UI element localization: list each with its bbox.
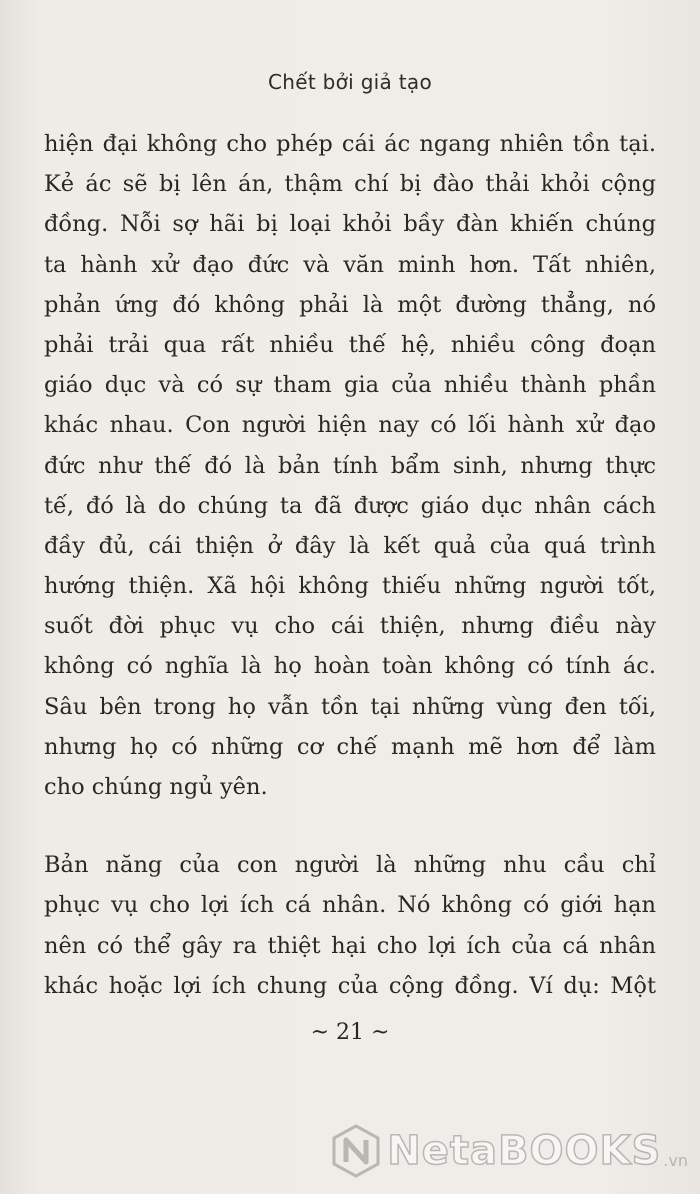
watermark-brand: NetaBOOKS: [387, 1128, 662, 1174]
text-line: giáo dục và có sự tham gia của nhiều thành phần: [44, 372, 656, 399]
body-text: [44, 124, 656, 1006]
text-line: nên có thể gây ra thiệt hại cho lợi ích của cá nhân: [44, 932, 656, 959]
paragraph-1: [44, 124, 656, 807]
text-line: hướng thiện. Xã hội không thiếu những người tốt,: [44, 573, 656, 600]
text-line: phải trải qua rất nhiều thế hệ, nhiều công đoạn: [44, 331, 656, 358]
text-line: đồng. Nỗi sợ hãi bị loại khỏi bầy đàn khiến chúng: [44, 211, 656, 238]
text-line: hiện đại không cho phép cái ác ngang nhiên tồn tại.: [44, 131, 656, 157]
running-header: Chết bởi giả tạo: [268, 70, 432, 94]
text-line: phản ứng đó không phải là một đường thẳng, nó: [44, 291, 656, 318]
text-line: Sâu bên trong họ vẫn tồn tại những vùng đen tối,: [44, 693, 656, 720]
text-line: không có nghĩa là họ hoàn toàn không có tính ác.: [44, 653, 656, 680]
text-line: cho chúng ngủ yên.: [44, 774, 268, 800]
paragraph-gap: [44, 807, 656, 845]
watermark-suffix: .vn: [663, 1151, 688, 1170]
text-line: đức như thế đó là bản tính bẩm sinh, nhưng thực: [44, 452, 656, 479]
watermark: [331, 1124, 688, 1178]
page-number: ~ 21 ~: [310, 1020, 390, 1045]
paragraph-2: [44, 845, 656, 1006]
text-line: Kẻ ác sẽ bị lên án, thậm chí bị đào thải khỏi cộng: [44, 171, 656, 198]
text-line: Bản năng của con người là những nhu cầu chỉ: [44, 852, 656, 879]
text-line: phục vụ cho lợi ích cá nhân. Nó không có giới hạn: [44, 892, 656, 919]
text-line: khác nhau. Con người hiện nay có lối hành xử đạo: [44, 412, 656, 439]
text-line: suốt đời phục vụ cho cái thiện, nhưng điều này: [44, 613, 656, 640]
text-line: tế, đó là do chúng ta đã được giáo dục nhân cách: [44, 492, 656, 519]
neta-logo-icon: [331, 1124, 381, 1178]
text-line: ta hành xử đạo đức và văn minh hơn. Tất nhiên,: [44, 251, 656, 278]
text-line: đầy đủ, cái thiện ở đây là kết quả của quá trình: [44, 532, 656, 559]
text-line: nhưng họ có những cơ chế mạnh mẽ hơn để làm: [44, 733, 656, 760]
text-line: khác hoặc lợi ích chung của cộng đồng. Ví dụ: Một: [44, 972, 656, 999]
